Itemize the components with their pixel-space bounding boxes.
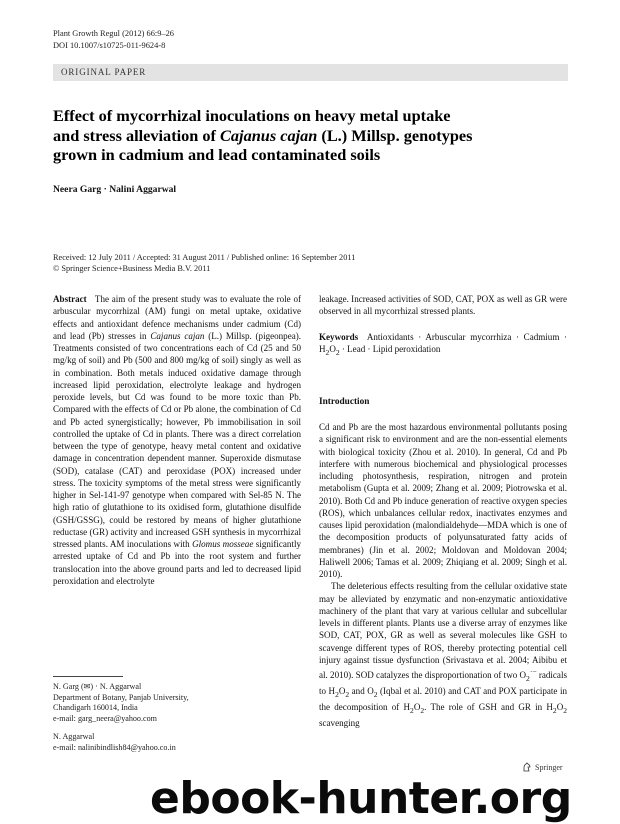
keywords-label: Keywords [319,331,359,342]
intro-p2-sub-d: 2 [410,705,414,715]
intro-paragraph-2 [319,580,567,729]
intro-paragraph-1: Cd and Pb are the most hazardous environmental pollutants posing a significant risk to environment and are the non-essential elements with biological toxicity (Zhou et al. 2010). In general, Cd and Pb interfere with numerous biochemical and physiological processes including photosynthesis, respiration, nitrogen and protein metabolism (Gupta et al. 2009; Zhang et al. 2009; Piotrowska et al. 2010). Both Cd and Pb induce generation of reactive oxygen species (ROS), which unbalances cellular redox, inactivates enzymes and causes lipid peroxidation (malondialdehyde—MDA which is one of the decomposition products of polyunsaturated fatty acids of membranes) (Jin et al. 2002; Moldovan and Moldovan 2004; Haliwell 2006; Tamas et al. 2009; Zhiqiang et al. 2009; Singh et al. 2010). [319,422,567,580]
intro-p2-sub-g: 2 [563,705,567,715]
intro-p2-sub-a: 2 [335,689,339,699]
email-line-2: e-mail: nalinibindlish84@yahoo.co.in [53,742,176,752]
abstract-text-1: The aim of the present study was to evaluate the role of arbuscular mycorrhizal (AM) fungi on metal uptake, oxidative effects and antioxidant defence mechanisms under cadmium (Cd) and lead (Pb) stresses in [53,294,301,341]
correspondence-line: N. Garg (✉) · N. Aggarwal [53,682,142,691]
author-2-line: N. Aggarwal [53,732,95,742]
watermark: ebook-hunter.org [150,773,572,824]
abstract-paragraph [53,293,301,587]
city-line: Chandigarh 160014, India [53,703,138,713]
kw-o: O [329,343,336,354]
right-column [319,293,567,729]
abstract-species-2: Glomus mosseae [192,539,254,549]
abstract-label: Abstract [53,294,87,304]
abstract-continued: leakage. Increased activities of SOD, CAT, POX as well as GR were observed in all mycorrhizal stressed plants. [319,294,567,317]
abstract-text-2: (L.) Millsp. (pigeonpea). Treatments consisted of two concentrations each of Cd (25 and 50 mg/kg of soil) and Pb (500 and 800 mg/kg of soil) singly as well as in combination. Both metals induced oxidative damage through increased lipid peroxidation, electrolyte leakage and hydrogen peroxide levels, but Cd was found to be more toxic than Pb. Compared with the effects of Cd or Pb alone, the combination of Cd and Pb acted synergistically; however, Pb immobilisation in soil controlled the uptake of Cd in plants. There was a direct correlation between the type of genotype, heavy metal content and oxidative damage in concentration dependent manner. Superoxide dismutase (SOD), catalase (CAT) and peroxidase (POX) increased under stress. The toxicity symptoms of the metal stress were significantly higher in Sel-141-97 genotype when compared with Sel-85 N. The high ratio of glutathione to its oxidised form, glutathione disulfide (GSH/GSSG), could be restored by means of higher glutathione reductase (GR) activity and increased GSH synthesis in mycorrhizal stressed plants. AM inoculations with [53,330,301,549]
keywords-block [319,331,567,359]
intro-p2-d: and O [349,686,374,697]
intro-p2-i: scavenging [319,718,360,729]
author-footnote [53,682,301,754]
publisher-name: Springer [535,762,563,772]
copyright: © Springer Science+Business Media B.V. 2011 [53,264,211,273]
kw-sub-2: 2 [335,347,340,357]
intro-p2-f: O [413,702,421,713]
intro-p2-e: (Iqbal et al. 2010) and CAT and POX participate in the decomposition of H [319,686,567,713]
intro-p2-a: The deleterious effects resulting from the cellular oxidative state may be alleviated by enzymatic and non-enzymatic antioxidative machinery of the plant that vary at various cellular and subcellular levels in different plants. Plants use a diverse array of enzymes like SOD, CAT, POX, GR as well as several molecules like GSH to scavenge different types of ROS, thereby protecting potential cell injury against tissue dysfunction (Srivastava et al. 2004; Aibibu et al. 2010). SOD catalyzes the disproportionation of two O [319,581,567,681]
left-column [53,293,301,587]
publisher-logo [522,762,563,772]
email-line-1: e-mail: garg_neera@yahoo.com [53,713,157,723]
doi: DOI 10.1007/s10725-011-9624-8 [53,41,166,50]
journal-citation: Plant Growth Regul (2012) 66:9–26 [53,29,174,38]
intro-p2-sub-e: 2 [420,705,425,715]
intro-p2-o2-sub: 2 [526,673,530,683]
abstract-text-3: significantly arrested uptake of Cd and Pb into the root system and further translocation into the above ground parts and led to decreased lipid peroxidation and electrolyte [53,539,302,586]
intro-p2-sub-f: 2 [552,705,557,715]
intro-p2-b: radicals to H [319,670,567,697]
publication-dates [53,252,573,274]
footnote-divider [53,676,123,677]
kw-h: H [319,343,326,354]
section-label: ORIGINAL PAPER [61,67,147,77]
intro-p2-c: O [338,686,346,697]
knight-icon [522,762,532,772]
title-line-2b: (L.) Millsp. genotypes [317,125,473,145]
intro-p2-sub-b: 2 [345,689,350,699]
history-dates: Received: 12 July 2011 / Accepted: 31 August 2011 / Published online: 16 September 2011 [53,253,356,262]
introduction-heading: Introduction [319,396,370,407]
abstract-species-1: Cajanus cajan [150,330,205,341]
title-line-2a: and stress alleviation of [53,125,221,145]
section-banner [53,64,568,81]
article-title [53,106,573,165]
title-line-3: grown in cadmium and lead contaminated soils [53,145,381,164]
authors: Neera Garg · Nalini Aggarwal [53,184,177,195]
keywords-text-1: Antioxidants · Arbuscular mycorrhiza · Cadmium · [366,331,568,342]
intro-p2-sub-c: 2 [373,689,378,699]
journal-header [53,28,174,52]
intro-p2-h: O [556,702,564,713]
keywords-text-2: · Lead · Lipid peroxidation [339,343,441,354]
intro-p2-g: . The role of GSH and GR in H [424,702,553,713]
title-line-1: Effect of mycorrhizal inoculations on heavy metal uptake [53,106,451,125]
title-species: Cajanus cajan [220,125,318,145]
kw-sub-1: 2 [325,347,330,357]
intro-p2-o2-sup: ·− [529,667,537,677]
department-line: Department of Botany, Panjab University, [53,692,189,702]
